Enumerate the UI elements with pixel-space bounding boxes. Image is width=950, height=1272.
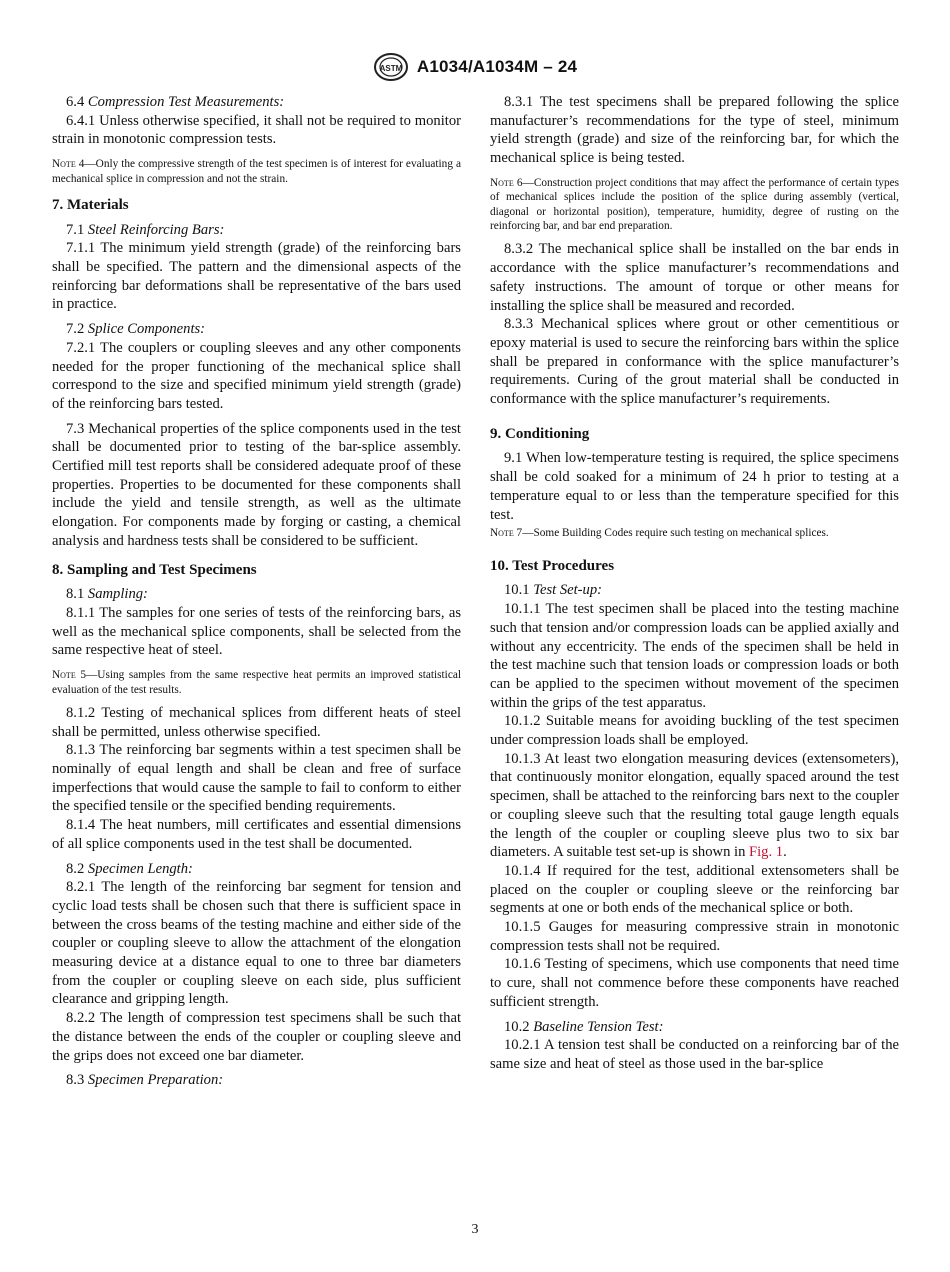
heading-7-materials: 7. Materials <box>52 196 129 213</box>
page-header <box>0 52 950 87</box>
note-5: Note 5—Using samples from the same respective heat permits an improved statistical evaluation of the test results. <box>52 669 461 696</box>
section-8-3-2: 8.3.2 The mechanical splice shall be installed on the bar ends in accordance with the splice manufacturer’s recommendations and safety instructions. The amount of torque or other means for installing the splice shall be measured and recorded. <box>490 241 899 314</box>
section-8-3: 8.3 Specimen Preparation: <box>66 1072 224 1089</box>
section-10-1-4: 10.1.4 If required for the test, additional extensometers shall be placed on the coupler or coupling sleeve or the reinforcing bar segments at one or both ends of the mechanical splice or both. <box>490 862 899 917</box>
section-7-3: 7.3 Mechanical properties of the splice components used in the test shall be documented prior to testing of the bar-splice assembly. Certified mill test reports shall be considered adequate proof of these properties. Properties to be documented for these components shall include the yield and tensile strength, as well as the ultimate elongation. For components made by forging or casting, a chemical analysis and hardness tests shall be considered to be sufficient. <box>52 420 461 549</box>
section-7-2: 7.2 Splice Components: <box>66 321 206 338</box>
section-8-1-3: 8.1.3 The reinforcing bar segments within a test specimen shall be nominally of equal length and shall be clean and free of surface imperfections that would cause the sample to fail to conform to either the specified tensile or the specified bending requirements. <box>52 742 461 815</box>
section-6-4: 6.4 Compression Test Measurements: <box>66 94 285 110</box>
page-number: 3 <box>471 1222 479 1237</box>
note-4: Note 4—Only the compressive strength of the test specimen is of interest for evaluating a mechanical splice in compression and not the strain. <box>52 158 462 185</box>
document-designation: A1034/A1034M – 24 <box>416 57 578 76</box>
section-9-1: 9.1 When low-temperature testing is required, the splice specimens shall be cold soaked for a minimum of 24 h prior to testing at a temperature equal to or less than the temperature specified for this test. <box>490 450 899 523</box>
section-8-2-2: 8.2.2 The length of compression test specimens shall be such that the distance between the ends of the coupler or coupling sleeve and the grips does not exceed one bar diameter. <box>52 1010 461 1064</box>
section-7-1-1: 7.1.1 The minimum yield strength (grade) of the reinforcing bars shall be specified. The pattern and the dimensional aspects of the reinforcing bar deformations shall be representative of the bars used in practice. <box>52 240 461 313</box>
right-column <box>490 93 899 1074</box>
astm-logo-text: ASTM <box>379 64 403 73</box>
heading-9-conditioning: 9. Conditioning <box>490 425 590 442</box>
section-6-4-1: 6.4.1 Unless otherwise specified, it shall not be required to monitor strain in monotonic compression tests. <box>52 112 461 148</box>
section-8-3-3: 8.3.3 Mechanical splices where grout or other cementitious or epoxy material is used to secure the reinforcing bars within the splice shall be prepared in conformance with the splice manufacturer’s requirements. Curing of the grout material shall be conducted in conformance with the splice manufacturer’s requirements. <box>490 316 899 408</box>
heading-10-test-procedures: 10. Test Procedures <box>490 557 615 574</box>
section-10-1-1: 10.1.1 The test specimen shall be placed into the testing machine such that tension and/or compression loads can be applied axially and without any eccentricity. The ends of the specimen shall be held in the test machine such that tension loads or compression loads or both can be applied to the specimen without movement of the specimen within the grips of the test apparatus. <box>490 601 899 711</box>
section-8-1: 8.1 Sampling: <box>66 586 148 603</box>
section-8-1-4: 8.1.4 The heat numbers, mill certificates and essential dimensions of all splice components used in the test shall be documented. <box>52 817 461 852</box>
section-7-1: 7.1 Steel Reinforcing Bars: <box>66 221 225 238</box>
section-10-1-2: 10.1.2 Suitable means for avoiding buckling of the test specimen under compression loads shall be employed. <box>490 713 899 749</box>
fig-1-link[interactable]: Fig. 1 <box>749 844 784 861</box>
note-6: Note 6—Construction project conditions that may affect the performance of certain types of mechanical splices include the position of the splice during assembly (vertical, diagonal or horizontal position), temperature, humidity, degree of rusting on the reinforcing bar, and bar end preparation. <box>490 176 900 233</box>
section-10-2-1: 10.2.1 A tension test shall be conducted on a reinforcing bar of the same size and heat of steel as those used in the bar-splice <box>490 1037 899 1072</box>
section-8-3-1: 8.3.1 The test specimens shall be prepared following the splice manufacturer’s recommendations for the type of steel, minimum yield strength (grade) and size of the reinforcing bar, for which the mechanical splice is being tested. <box>490 94 899 167</box>
astm-logo-icon <box>373 52 409 82</box>
section-10-1-3: 10.1.3 At least two elongation measuring devices (extensometers), that continuously monitor elongation, equally spaced around the test specimen, shall be attached to the reinforcing bars next to the coupler or coupling sleeve such that the resulting total gauge length equals the length of the coupler or coupling sleeve plus two to six bar diameters. A suitable test set-up is shown in Fig. 1. <box>490 750 899 861</box>
section-8-2-1: 8.2.1 The length of the reinforcing bar segment for tension and cyclic load tests shall be chosen such that there is sufficient space in between the cross beams of the testing machine and either side of the coupler or coupling sleeve to allow the attachment of the elongation measuring device at a distance equal to one to three bar diameters from the coupler or coupling sleeve on each side, plus sufficient clearance and gripping length. <box>52 879 461 1008</box>
section-8-1-1: 8.1.1 The samples for one series of tests of the reinforcing bars, as well as the mechanical splice components, shall be selected from the same respective heat of steel. <box>52 604 461 659</box>
section-10-1: 10.1 Test Set-up: <box>504 582 602 599</box>
section-8-1-2: 8.1.2 Testing of mechanical splices from different heats of steel shall be permitted, unless otherwise specified. <box>52 704 461 740</box>
section-10-1-6: 10.1.6 Testing of specimens, which use components that need time to cure, shall not commence before these components have reached sufficient strength. <box>490 956 899 1010</box>
left-column <box>52 93 461 1090</box>
section-7-2-1: 7.2.1 The couplers or coupling sleeves and any other components needed for the proper functioning of the mechanical splice shall correspond to the size and specified minimum yield strength (grade) of the reinforcing bars tested. <box>52 339 461 412</box>
section-10-1-5: 10.1.5 Gauges for measuring compressive strain in monotonic compression tests shall not be required. <box>490 919 899 954</box>
section-8-2: 8.2 Specimen Length: <box>66 860 193 877</box>
section-10-2: 10.2 Baseline Tension Test: <box>504 1018 664 1035</box>
heading-8-sampling: 8. Sampling and Test Specimens <box>52 561 257 578</box>
note-7: Note 7—Some Building Codes require such testing on mechanical splices. <box>490 527 829 540</box>
